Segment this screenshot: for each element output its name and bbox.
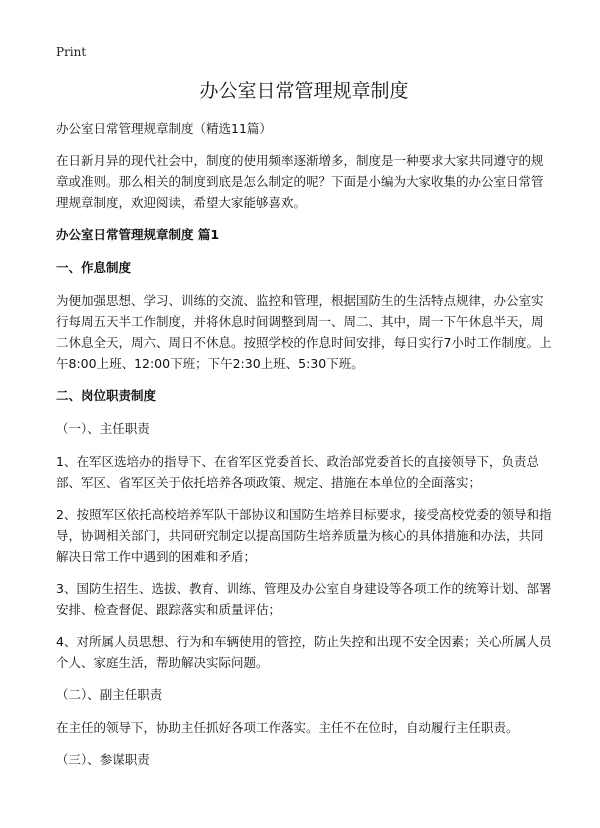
section2-heading: 二、岗位职责制度 bbox=[56, 388, 157, 403]
print-link[interactable]: Print bbox=[56, 45, 87, 59]
part-heading: 办公室日常管理规章制度 篇1 bbox=[56, 227, 220, 242]
list-item: 2、按照军区依托高校培养军队干部协议和国防生培养目标要求，接受高校党委的领导和指导，协调相关部门，共同研究制定以提高国防生培养质量为核心的具体措施和办法，共同解决日常工作中遇到的困难和矛盾； bbox=[56, 507, 552, 564]
section1-heading: 一、作息制度 bbox=[56, 260, 132, 275]
list-item: 3、国防生招生、选拔、教育、训练、管理及办公室自身建设等各项工作的统筹计划、部署安排、检查督促、跟踪落实和质量评估； bbox=[56, 581, 552, 617]
list-item: 1、在军区选培办的指导下、在省军区党委首长、政治部党委首长的直接领导下，负责总部、军区、省军区关于依托培养各项政策、规定、措施在本单位的全面落实； bbox=[56, 454, 539, 490]
document-subtitle: 办公室日常管理规章制度（精选11篇） bbox=[56, 121, 272, 136]
section1-body: 为便加强思想、学习、训练的交流、监控和管理，根据国防生的生活特点规律，办公室实行每周五天半工作制度，并将休息时间调整到周一、周二、其中，周一下午休息半天，周二休息全天，周六、周日不休息。按照学校的作息时间安排，每日实行7小时工作制度。上午8:00上班、12:00下班；下午2:30上班、5:30下班。 bbox=[56, 293, 552, 371]
document-title: 办公室日常管理规章制度 bbox=[199, 80, 409, 102]
subsection3-heading: （三）、参谋职责 bbox=[56, 752, 150, 767]
subsection2-heading: （二）、副主任职责 bbox=[56, 687, 163, 702]
subsection1-heading: （一）、主任职责 bbox=[56, 421, 150, 436]
intro-paragraph: 在日新月异的现代社会中，制度的使用频率逐渐增多，制度是一种要求大家共同遵守的规章或准则。那么相关的制度到底是怎么制定的呢？下面是小编为大家收集的办公室日常管理规章制度，欢迎阅读，希望大家能够喜欢。 bbox=[56, 153, 544, 210]
list-item: 4、对所属人员思想、行为和车辆使用的管控，防止失控和出现不安全因素；关心所属人员个人、家庭生活，帮助解决实际问题。 bbox=[56, 634, 552, 670]
document-body bbox=[56, 72, 552, 782]
subsection2-body: 在主任的领导下，协助主任抓好各项工作落实。主任不在位时，自动履行主任职责。 bbox=[56, 720, 519, 735]
